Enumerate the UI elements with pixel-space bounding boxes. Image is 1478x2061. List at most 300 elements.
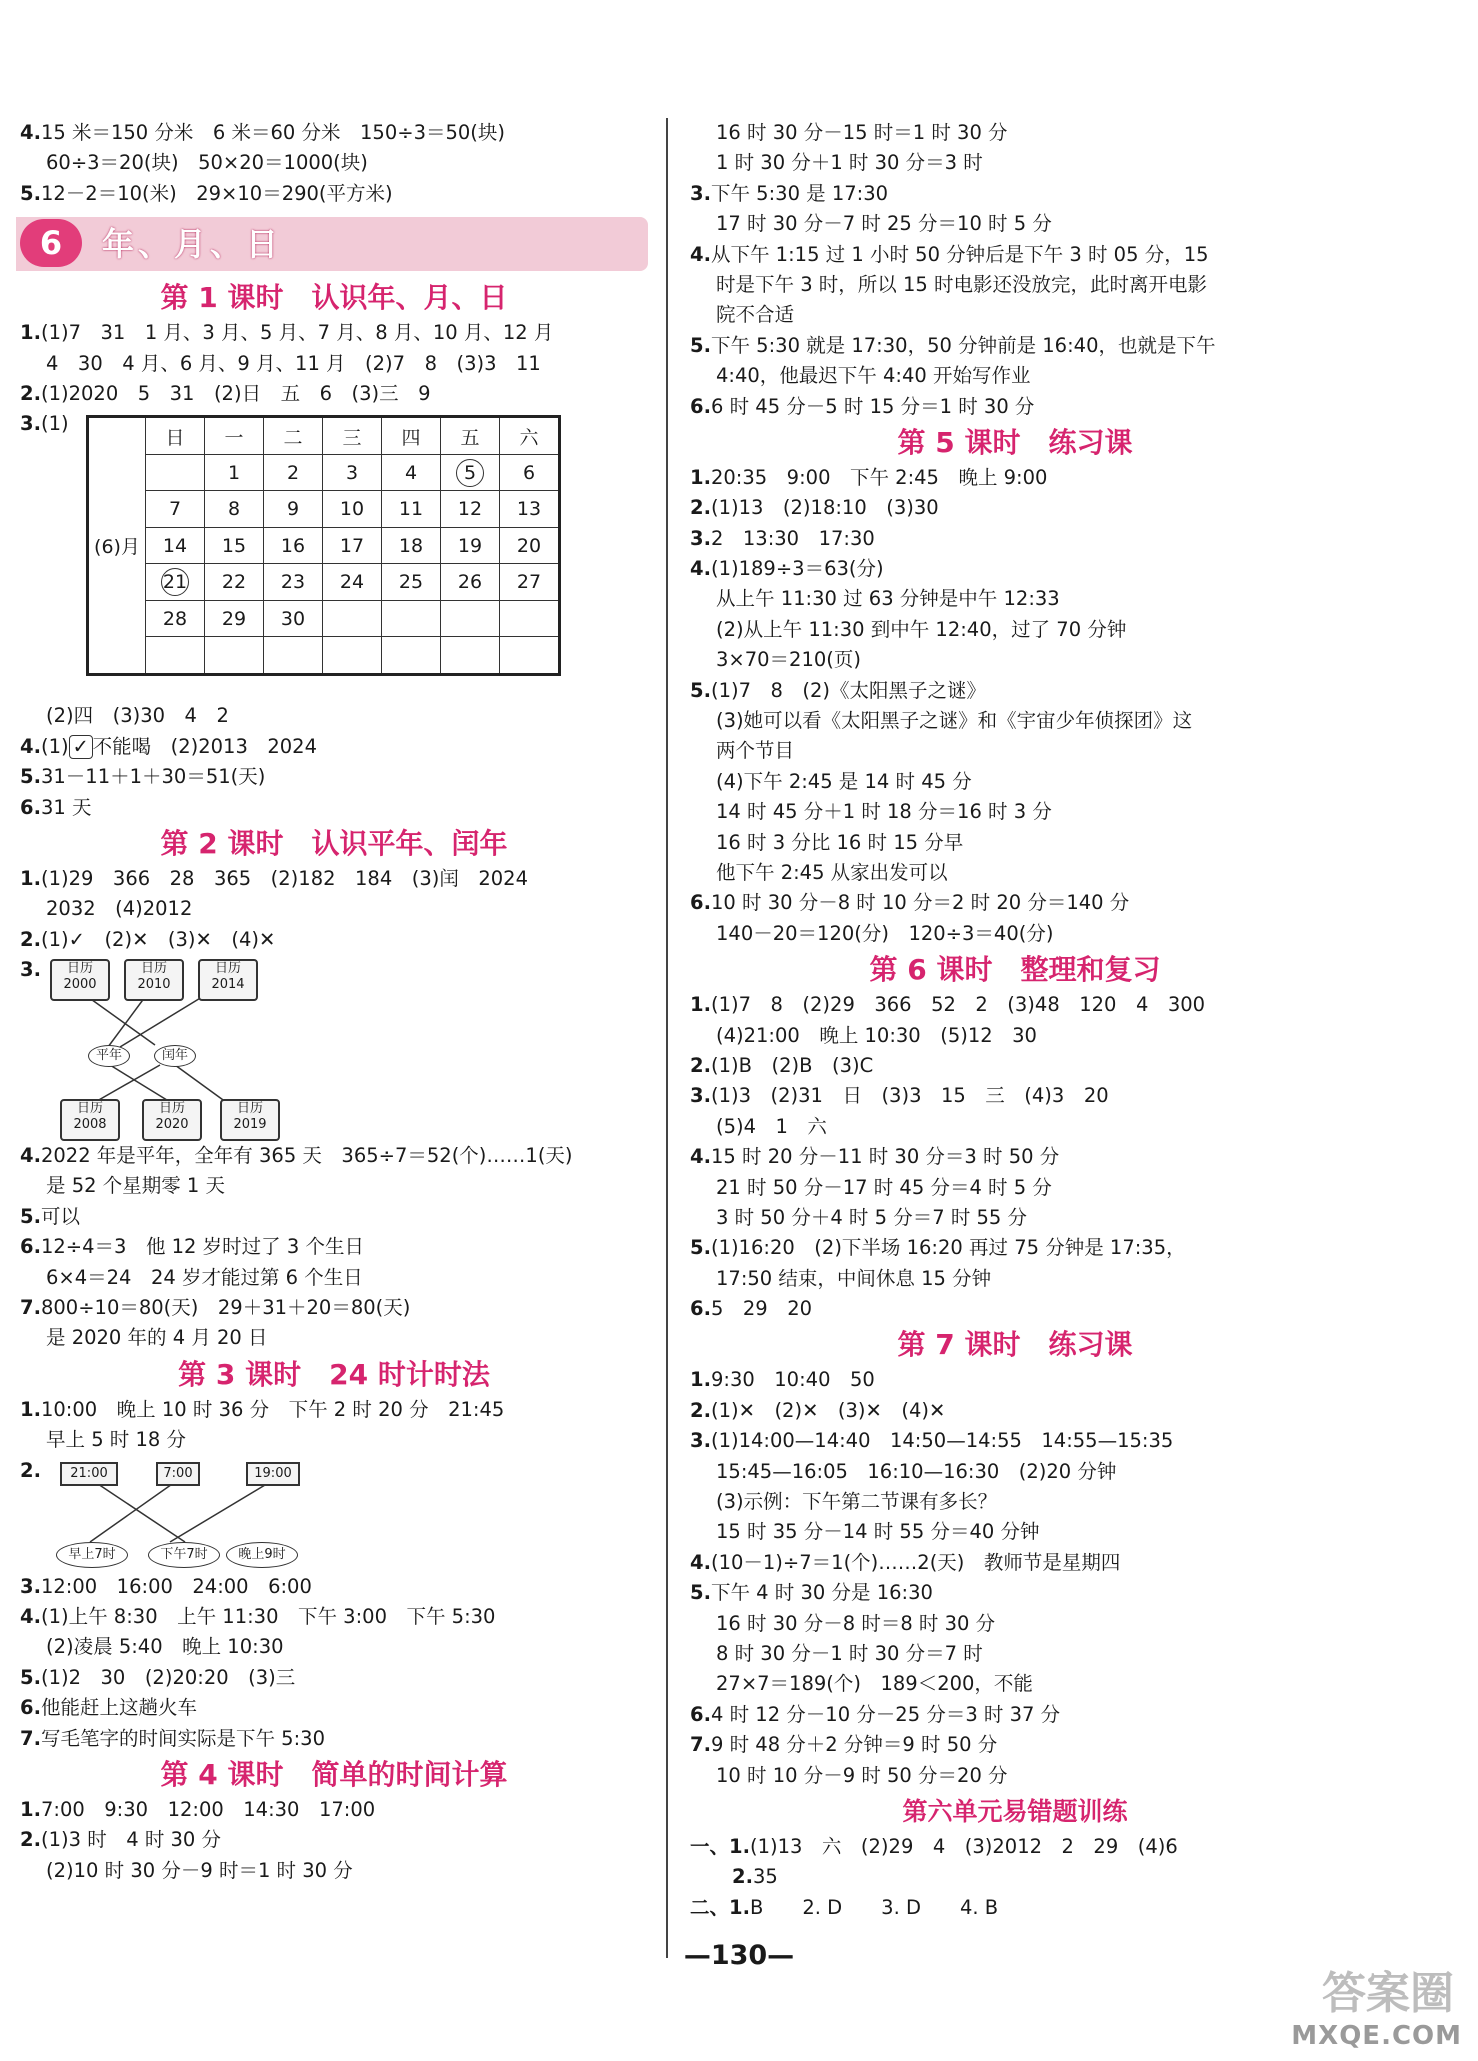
answer-text: 16 时 30 分－8 时＝8 时 30 分 <box>716 1611 996 1635</box>
answer-line <box>20 349 648 379</box>
weekday-header: 三 <box>323 417 382 455</box>
calendar-day-cell: 28 <box>146 600 205 637</box>
answer-line <box>20 1825 648 1855</box>
common-year-oval: 平年 <box>88 1045 130 1067</box>
calendar-day-cell: 13 <box>500 491 560 528</box>
weekday-header: 日 <box>146 417 205 455</box>
item-number: 6. <box>20 795 41 819</box>
answer-text: 早上 5 时 18 分 <box>46 1428 187 1452</box>
item-number: 5. <box>20 1204 41 1228</box>
answer-line <box>690 524 1340 554</box>
answer-line <box>690 1578 1340 1608</box>
calendar-day-cell: 18 <box>382 527 441 564</box>
answer-line <box>20 379 648 409</box>
answer-line <box>690 584 1340 614</box>
item-number: 5. <box>690 333 711 357</box>
answer-text: 院不合适 <box>716 303 795 327</box>
calendar-day-cell <box>500 600 560 637</box>
answer-line <box>20 1663 648 1693</box>
answer-text: (5)4 1 六 <box>716 1114 827 1138</box>
calendar-day-cell <box>146 454 205 491</box>
calendar-icon-2008: 日历 2008 <box>60 1099 120 1141</box>
answer-text: (2)凌晨 5:40 晚上 10:30 <box>46 1635 284 1659</box>
calendar-day-cell: 8 <box>205 491 264 528</box>
item-number: 3. <box>20 412 41 436</box>
answer-text: 5 29 20 <box>710 1297 813 1321</box>
item-number: 5. <box>20 1665 41 1689</box>
answer-text: 14 时 45 分＋1 时 18 分＝16 时 3 分 <box>716 800 1052 824</box>
answer-line <box>20 1632 648 1662</box>
calendar-day-cell: 6 <box>500 454 560 491</box>
answer-text: 15 时 35 分－14 时 55 分＝40 分钟 <box>716 1520 1040 1544</box>
evening-9-label: 晚上9时 <box>226 1542 298 1568</box>
answer-line <box>20 1602 648 1632</box>
unit-header <box>16 217 648 271</box>
answer-line <box>690 554 1340 584</box>
answer-line <box>20 925 648 955</box>
answer-text: (1)上午 8:30 上午 11:30 下午 3:00 下午 5:30 <box>40 1604 496 1628</box>
answer-text: 27×7＝189(个) 189＜200，不能 <box>716 1672 1033 1696</box>
calendar-icon-2014: 日历 2014 <box>198 959 258 1001</box>
calendar-day-cell: 29 <box>205 600 264 637</box>
circled-day: 21 <box>161 568 189 596</box>
answer-line <box>690 148 1340 178</box>
answer-line <box>690 463 1340 493</box>
calendar-prefix: (1) <box>40 412 69 436</box>
answer-text: 4:40，他最迟下午 4:40 开始写作业 <box>716 364 1031 388</box>
answer-text: 9 时 48 分＋2 分钟＝9 时 50 分 <box>710 1733 998 1757</box>
answer-text: (1)13 (2)18:10 (3)30 <box>710 496 939 520</box>
answer-line <box>690 1142 1340 1172</box>
answer-text: 他能赶上这趟火车 <box>40 1696 197 1720</box>
answer-line <box>690 828 1340 858</box>
lesson-2-title: 第 2 课时 认识平年、闰年 <box>160 826 508 860</box>
answer-text: (1)7 8 (2)29 366 52 2 (3)48 120 4 300 <box>710 993 1206 1017</box>
answer-line <box>20 732 648 762</box>
calendar-day-cell <box>441 600 500 637</box>
calendar-icon-2019: 日历 2019 <box>220 1099 280 1141</box>
answer-text: (1)3 (2)31 日 (3)3 15 三 (4)3 20 <box>710 1084 1109 1108</box>
leap-year-oval: 闰年 <box>154 1045 196 1067</box>
answer-text: 10 时 30 分－8 时 10 分＝2 时 20 分＝140 分 <box>710 891 1130 915</box>
answer-line <box>690 1173 1340 1203</box>
answer-line <box>690 1051 1340 1081</box>
answer-text: 35 <box>752 1865 778 1889</box>
item-number: 2. <box>20 1458 41 1482</box>
item-number: 1. <box>20 321 41 345</box>
item-number: 5. <box>690 1581 711 1605</box>
answer-text: 15 米＝150 分米 6 米＝60 分米 150÷3＝50(块) <box>40 121 506 144</box>
calendar-day-cell <box>382 637 441 675</box>
answer-line <box>690 1639 1340 1669</box>
afternoon-7-label: 下午7时 <box>148 1542 220 1568</box>
answer-text: (4)下午 2:45 是 14 时 45 分 <box>716 769 972 793</box>
answer-line <box>20 762 648 792</box>
answer-line <box>20 118 648 148</box>
answer-text: 7:00 9:30 12:00 14:30 17:00 <box>40 1797 376 1821</box>
calendar-day-cell: 7 <box>146 491 205 528</box>
calendar-day-cell: 19 <box>441 527 500 564</box>
answer-text: 3×70＝210(页) <box>716 648 861 672</box>
answer-line <box>690 118 1340 148</box>
answer-text: 10 时 10 分－9 时 50 分＝20 分 <box>716 1763 1008 1787</box>
item-number: 4. <box>20 121 41 144</box>
clock-face-0700: 7:00 <box>156 1462 200 1486</box>
calendar-day-cell: 20 <box>500 527 560 564</box>
checkbox-checked-icon: ✓ <box>69 735 93 759</box>
answer-text: 4 30 4 月、6 月、9 月、11 月 (2)7 8 (3)3 11 <box>46 351 541 375</box>
answer-line <box>690 1609 1340 1639</box>
answer-line <box>20 318 648 348</box>
answer-text: 下午 5:30 就是 17:30，50 分钟前是 16:40，也就是下午 <box>710 333 1216 357</box>
answer-text: B 2. D 3. D 4. B <box>749 1895 999 1919</box>
item-number: 4. <box>20 1144 41 1168</box>
calendar-day-cell <box>441 637 500 675</box>
answer-text: (1)2020 5 31 (2)日 五 6 (3)三 9 <box>40 381 431 405</box>
item-number: 6. <box>20 1696 41 1720</box>
answer-text: 2032 (4)2012 <box>46 897 193 921</box>
answer-text: 下午 5:30 是 17:30 <box>710 181 889 205</box>
answer-text: (1) <box>40 734 69 758</box>
calendar-day-cell: 15 <box>205 527 264 564</box>
lesson-1-title: 第 1 课时 认识年、月、日 <box>160 281 508 315</box>
calendar-answer <box>20 409 648 701</box>
item-number: 1. <box>690 993 711 1017</box>
item-number: 6. <box>690 891 711 915</box>
item-number: 4. <box>690 557 711 581</box>
item-number: 2. <box>20 927 41 951</box>
answer-text: (1)2 30 (2)20:20 (3)三 <box>40 1665 296 1689</box>
item-number: 7. <box>20 1296 41 1320</box>
calendar-icon-2000: 日历 2000 <box>50 959 110 1001</box>
answer-line <box>690 615 1340 645</box>
answer-line <box>20 793 648 823</box>
answer-line <box>690 300 1340 330</box>
item-number: 4. <box>20 1604 41 1628</box>
item-number: 4. <box>690 1550 711 1574</box>
calendar-day-cell: 10 <box>323 491 382 528</box>
calendar-day-cell: 11 <box>382 491 441 528</box>
answer-text: 两个节目 <box>716 739 795 763</box>
answer-text: 21 时 50 分－17 时 45 分＝4 时 5 分 <box>716 1175 1052 1199</box>
calendar-day-cell: 30 <box>264 600 323 637</box>
answer-text: (1)189÷3＝63(分) <box>710 557 884 581</box>
item-number: 7. <box>20 1726 41 1750</box>
clock-face-2100: 21:00 <box>60 1462 118 1486</box>
answer-line <box>690 1112 1340 1142</box>
item-number: 6. <box>690 1297 711 1321</box>
calendar-day-cell: 3 <box>323 454 382 491</box>
answer-text: (1)3 时 4 时 30 分 <box>40 1828 222 1852</box>
item-number: 1. <box>20 1797 41 1821</box>
item-number: 3. <box>690 181 711 205</box>
answer-text: (1)29 366 28 365 (2)182 184 (3)闰 2024 <box>40 866 528 890</box>
answer-line <box>690 270 1340 300</box>
calendar-day-cell: 22 <box>205 564 264 601</box>
item-number: 5. <box>690 1236 711 1260</box>
answer-line <box>690 1517 1340 1547</box>
answer-line <box>690 1294 1340 1324</box>
answer-line <box>690 493 1340 523</box>
weekday-header: 五 <box>441 417 500 455</box>
answer-text: (2)从上午 11:30 到中午 12:40，过了 70 分钟 <box>716 617 1127 641</box>
june-calendar-table <box>86 415 561 676</box>
weekday-header: 四 <box>382 417 441 455</box>
calendar-day-cell <box>441 454 500 491</box>
calendar-day-cell: 4 <box>382 454 441 491</box>
answer-text: 12－2＝10(米) 29×10＝290(平方米) <box>40 181 393 205</box>
answer-text: (1)B (2)B (3)C <box>710 1053 874 1077</box>
lesson-7-title: 第 7 课时 练习课 <box>897 1328 1133 1362</box>
calendar-day-cell <box>146 637 205 675</box>
answer-line <box>690 1700 1340 1730</box>
item-number: 6. <box>20 1235 41 1259</box>
answer-text: 8 时 30 分－1 时 30 分＝7 时 <box>716 1641 983 1665</box>
answer-line <box>690 1396 1340 1426</box>
answer-text: 2 13:30 17:30 <box>710 526 875 550</box>
weekday-header: 一 <box>205 417 264 455</box>
item-number: 2. <box>690 496 711 520</box>
answer-text: 10:00 晚上 10 时 36 分 下午 2 时 20 分 21:45 <box>40 1397 505 1421</box>
answer-text: (10－1)÷7＝1(个)……2(天) 教师节是星期四 <box>710 1550 1121 1574</box>
answer-line <box>690 1893 1340 1923</box>
answer-line <box>20 148 648 178</box>
answer-line <box>20 1395 648 1425</box>
circled-day: 5 <box>456 459 484 487</box>
calendar-icon-2020: 日历 2020 <box>142 1099 202 1141</box>
answer-line <box>20 1263 648 1293</box>
clock-face-1900: 19:00 <box>246 1462 300 1486</box>
calendar-day-cell: 23 <box>264 564 323 601</box>
answer-line <box>690 209 1340 239</box>
answer-line <box>20 1572 648 1602</box>
calendar-day-cell <box>500 637 560 675</box>
answer-line <box>690 361 1340 391</box>
answer-line <box>690 1669 1340 1699</box>
answer-line <box>690 1832 1340 1862</box>
calendar-icon-2010: 日历 2010 <box>124 959 184 1001</box>
unit-title: 年、月、日 <box>102 225 283 264</box>
answer-line <box>20 894 648 924</box>
answer-line <box>690 888 1340 918</box>
item-number: 1. <box>690 465 711 489</box>
item-number: 2. <box>20 381 41 405</box>
answer-text: 6×4＝24 24 岁才能过第 6 个生日 <box>46 1265 363 1289</box>
answer-line <box>690 1426 1340 1456</box>
answer-text: 31－11＋1＋30＝51(天) <box>40 765 266 789</box>
morning-7-label: 早上7时 <box>56 1542 128 1568</box>
answer-line <box>690 1457 1340 1487</box>
answer-line <box>690 1081 1340 1111</box>
calendar-day-cell <box>205 637 264 675</box>
answer-text: 12÷4＝3 他 12 岁时过了 3 个生日 <box>40 1235 364 1259</box>
item-number: 二、1. <box>690 1895 750 1919</box>
calendar-day-cell: 17 <box>323 527 382 564</box>
answer-line <box>690 392 1340 422</box>
calendar-day-cell <box>146 564 205 601</box>
calendar-day-cell: 16 <box>264 527 323 564</box>
item-number: 1. <box>690 1368 711 1392</box>
answer-line <box>690 1021 1340 1051</box>
answer-line <box>690 1730 1340 1760</box>
answer-line <box>690 1365 1340 1395</box>
answer-line <box>690 1487 1340 1517</box>
clock-matching-diagram <box>20 1456 648 1572</box>
calendar-day-cell: 2 <box>264 454 323 491</box>
answer-text: 15 时 20 分－11 时 30 分＝3 时 50 分 <box>710 1145 1060 1169</box>
item-number: 3. <box>690 1084 711 1108</box>
calendar-day-cell: 24 <box>323 564 382 601</box>
answer-line <box>20 1232 648 1262</box>
calendar-day-cell: 14 <box>146 527 205 564</box>
item-number: 4. <box>690 1145 711 1169</box>
answer-line <box>690 1862 1340 1892</box>
item-number: 3. <box>690 1429 711 1453</box>
answer-text: 20:35 9:00 下午 2:45 晚上 9:00 <box>710 465 1048 489</box>
answer-line <box>20 1171 648 1201</box>
item-number: 5. <box>20 765 41 789</box>
answer-text: (1)7 31 1 月、3 月、5 月、7 月、8 月、10 月、12 月 <box>40 321 554 345</box>
answer-text: (3)她可以看《太阳黑子之谜》和《宇宙少年侦探团》这 <box>716 709 1193 733</box>
answer-text: (1)16:20 (2)下半场 16:20 再过 75 分钟是 17:35， <box>710 1236 1186 1260</box>
item-number: 3. <box>20 1574 41 1598</box>
answer-text: (3)示例：下午第二节课有多长？ <box>716 1490 998 1514</box>
answer-text: (4)21:00 晚上 10:30 (5)12 30 <box>716 1023 1037 1047</box>
answer-text: 31 天 <box>40 795 92 819</box>
answer-line <box>690 240 1340 270</box>
answer-text: 140－20＝120(分) 120÷3＝40(分) <box>716 921 1054 945</box>
answer-text: 6 时 45 分－5 时 15 分＝1 时 30 分 <box>710 394 1035 418</box>
answer-line <box>690 1264 1340 1294</box>
answer-text: 从上午 11:30 过 63 分钟是中午 12:33 <box>716 587 1060 611</box>
answer-line <box>20 864 648 894</box>
answer-text: 2022 年是平年，全年有 365 天 365÷7＝52(个)……1(天) <box>40 1144 573 1168</box>
calendar-day-cell: 9 <box>264 491 323 528</box>
answer-line <box>20 1202 648 1232</box>
left-column <box>20 118 648 1886</box>
answer-text: 1 时 30 分＋1 时 30 分＝3 时 <box>716 151 983 175</box>
answer-line <box>690 797 1340 827</box>
page-number: —130— <box>683 1940 795 1971</box>
answer-text: 15:45—16:05 16:10—16:30 (2)20 分钟 <box>716 1459 1117 1483</box>
answer-line <box>20 179 648 209</box>
item-number: 4. <box>690 242 711 266</box>
answer-line <box>690 676 1340 706</box>
answer-line <box>690 179 1340 209</box>
calendar-day-cell <box>382 600 441 637</box>
answer-line <box>690 706 1340 736</box>
answer-text: 从下午 1:15 过 1 小时 50 分钟后是下午 3 时 05 分，15 <box>710 242 1209 266</box>
answer-text: (2)四 (3)30 4 2 <box>46 704 229 728</box>
answer-text: 16 时 30 分－15 时＝1 时 30 分 <box>716 121 1008 144</box>
answer-text: 17 时 30 分－7 时 25 分＝10 时 5 分 <box>716 212 1052 236</box>
answer-text: 12:00 16:00 24:00 6:00 <box>40 1574 312 1598</box>
answer-line <box>20 1425 648 1455</box>
answer-line <box>20 1141 648 1171</box>
answer-text: 下午 4 时 30 分是 16:30 <box>710 1581 933 1605</box>
answer-line <box>690 1761 1340 1791</box>
answer-text: 9:30 10:40 50 <box>710 1368 875 1392</box>
item-number: 7. <box>690 1733 711 1757</box>
answer-line <box>690 1548 1340 1578</box>
answer-text: 他下午 2:45 从家出发可以 <box>716 860 948 884</box>
lesson-3-title: 第 3 课时 24 时计时法 <box>178 1357 490 1391</box>
calendar-day-cell <box>323 600 382 637</box>
leap-year-matching-diagram <box>20 955 648 1141</box>
answer-text: 可以 <box>40 1204 80 1228</box>
answer-text: 17:50 结束，中间休息 15 分钟 <box>716 1266 992 1290</box>
calendar-day-cell: 12 <box>441 491 500 528</box>
answer-text: 是 52 个星期零 1 天 <box>46 1174 226 1198</box>
month-label: (6)月 <box>88 417 146 675</box>
item-number: 6. <box>690 1702 711 1726</box>
answer-line <box>20 1693 648 1723</box>
answer-text: (1)✓ (2)✕ (3)✕ (4)✕ <box>40 927 276 951</box>
calendar-day-cell: 25 <box>382 564 441 601</box>
item-number: 2. <box>690 1398 711 1422</box>
answer-text: (1)7 8 (2)《太阳黑子之谜》 <box>710 678 987 702</box>
answer-line <box>690 1203 1340 1233</box>
answer-text: (1)14:00—14:40 14:50—14:55 14:55—15:35 <box>710 1429 1174 1453</box>
answer-line <box>690 767 1340 797</box>
answer-text: (1)✕ (2)✕ (3)✕ (4)✕ <box>710 1398 946 1422</box>
calendar-day-cell: 27 <box>500 564 560 601</box>
calendar-day-cell: 1 <box>205 454 264 491</box>
answer-text: 不能喝 (2)2013 2024 <box>92 734 317 758</box>
item-number: 2. <box>732 1865 753 1889</box>
unit-number-badge: 6 <box>20 219 82 267</box>
item-number: 3. <box>20 958 41 982</box>
answer-text: 时是下午 3 时，所以 15 时电影还没放完，此时离开电影 <box>716 272 1208 296</box>
answer-line <box>690 645 1340 675</box>
answer-line <box>20 1293 648 1323</box>
item-number: 1. <box>20 866 41 890</box>
item-number: 5. <box>690 678 711 702</box>
answer-line <box>690 990 1340 1020</box>
answer-line <box>20 1795 648 1825</box>
answer-text: 4 时 12 分－10 分－25 分＝3 时 37 分 <box>710 1702 1061 1726</box>
answer-line <box>690 919 1340 949</box>
answer-text: 是 2020 年的 4 月 20 日 <box>46 1326 268 1350</box>
item-number: 2. <box>690 1053 711 1077</box>
answer-text: (2)10 时 30 分－9 时＝1 时 30 分 <box>46 1858 353 1882</box>
answer-text: 写毛笔字的时间实际是下午 5:30 <box>40 1726 325 1750</box>
answer-text: 800÷10＝80(天) 29＋31＋20＝80(天) <box>40 1296 411 1320</box>
calendar-day-cell <box>323 637 382 675</box>
answer-line <box>20 1724 648 1754</box>
lesson-6-title: 第 6 课时 整理和复习 <box>869 953 1161 987</box>
weekday-header: 二 <box>264 417 323 455</box>
answer-line <box>20 701 648 731</box>
answer-line <box>690 331 1340 361</box>
item-number: 3. <box>690 526 711 550</box>
answer-text: 60÷3＝20(块) 50×20＝1000(块) <box>46 151 368 175</box>
answer-line <box>20 1856 648 1886</box>
lesson-5-title: 第 5 课时 练习课 <box>897 425 1133 459</box>
column-divider <box>666 118 668 1958</box>
calendar-day-cell: 26 <box>441 564 500 601</box>
answer-text: 16 时 3 分比 16 时 15 分早 <box>716 830 964 854</box>
weekday-header: 六 <box>500 417 560 455</box>
item-number: 一、1. <box>690 1834 750 1858</box>
answer-text: 3 时 50 分＋4 时 5 分＝7 时 55 分 <box>716 1205 1028 1229</box>
answer-line <box>20 1323 648 1353</box>
item-number: 4. <box>20 734 41 758</box>
lesson-4-title: 第 4 课时 简单的时间计算 <box>160 1757 508 1791</box>
item-number: 5. <box>20 181 41 205</box>
answer-line <box>690 1233 1340 1263</box>
item-number: 1. <box>20 1397 41 1421</box>
